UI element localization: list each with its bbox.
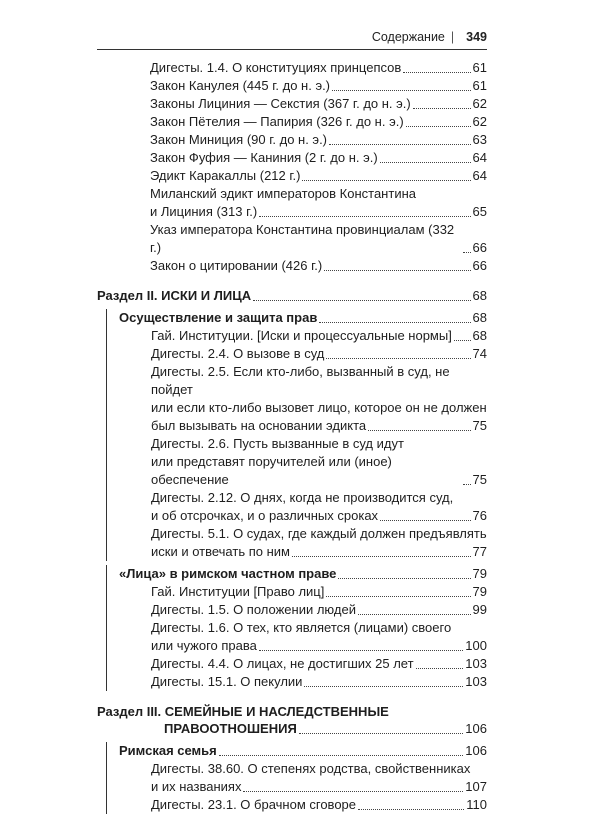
toc-entry[interactable]: Законы Лициния — Секстия (367 г. до н. э.) 62 bbox=[150, 96, 487, 111]
toc-entry-continuation[interactable]: или чужого права 100 bbox=[151, 638, 487, 653]
header-separator: | bbox=[450, 30, 455, 44]
toc-entry[interactable]: Дигесты. 1.6. О тех, кто является (лицами) своего bbox=[151, 620, 452, 635]
toc-entry[interactable]: Закон Фуфия — Каниния (2 г. до н. э.) 64 bbox=[150, 150, 487, 165]
toc-entry[interactable]: Дигесты. 5.1. О судах, где каждый должен предъявлять bbox=[151, 526, 487, 541]
toc-entry[interactable]: Указ императора Константина провинциалам (332 г.) 66 bbox=[150, 222, 487, 255]
subsection-block bbox=[106, 565, 487, 691]
running-header bbox=[372, 30, 487, 44]
toc-entry[interactable]: Дигесты. 4.4. О лицах, не достигших 25 лет 103 bbox=[151, 656, 487, 671]
toc-entry[interactable]: Миланский эдикт императоров Константина bbox=[150, 186, 416, 201]
section-label: Раздел II. bbox=[97, 288, 158, 303]
table-of-contents bbox=[0, 59, 600, 814]
toc-entry[interactable]: Дигесты. 1.5. О положении людей 99 bbox=[151, 602, 487, 617]
toc-entry[interactable]: Дигесты. 23.1. О брачном сговоре 110 bbox=[151, 797, 487, 812]
subsection-block bbox=[106, 309, 487, 561]
section-label: Раздел III. bbox=[97, 704, 162, 719]
toc-entry[interactable]: Закон о цитировании (426 г.) 66 bbox=[150, 258, 487, 273]
toc-entry-continuation: или если кто-либо вызовет лицо, которое он не должен bbox=[151, 400, 487, 415]
toc-entry-continuation[interactable]: и об отсрочках, и о различных сроках 76 bbox=[151, 508, 487, 523]
section-heading[interactable] bbox=[97, 703, 487, 720]
toc-entry[interactable]: Гай. Институции [Право лиц] 79 bbox=[151, 584, 487, 599]
section-title: СЕМЕЙНЫЕ И НАСЛЕДСТВЕННЫЕ bbox=[164, 704, 389, 719]
toc-entry-continuation[interactable]: или представят поручителей или (иное) обеспечение 75 bbox=[151, 454, 487, 487]
toc-entry[interactable]: Дигесты. 2.4. О вызове в суд 74 bbox=[151, 346, 487, 361]
section-heading-continuation[interactable]: ПРАВООТНОШЕНИЯ 106 bbox=[164, 721, 487, 736]
toc-entry[interactable]: Гай. Институции. [Иски и процессуальные нормы] 68 bbox=[151, 328, 487, 343]
toc-entry[interactable]: Дигесты. 2.6. Пусть вызванные в суд идут bbox=[151, 436, 404, 451]
toc-entry-continuation[interactable]: иски и отвечать по ним 77 bbox=[151, 544, 487, 559]
toc-entry[interactable]: Дигесты. 1.4. О конституциях принцепсов 61 bbox=[150, 60, 487, 75]
section-heading[interactable]: Раздел II. ИСКИ И ЛИЦА 68 bbox=[97, 288, 487, 303]
toc-entry[interactable]: Эдикт Каракаллы (212 г.) 64 bbox=[150, 168, 487, 183]
toc-entry[interactable]: Закон Миниция (90 г. до н. э.) 63 bbox=[150, 132, 487, 147]
toc-entry[interactable]: Дигесты. 38.60. О степенях родства, свойственниках bbox=[151, 761, 471, 776]
toc-entry-continuation[interactable]: и их названиях 107 bbox=[151, 779, 487, 794]
subsection-heading[interactable]: Осуществление и защита прав 68 bbox=[119, 310, 487, 325]
toc-entry[interactable]: Дигесты. 15.1. О пекулии 103 bbox=[151, 674, 487, 689]
section-title: ИСКИ И ЛИЦА bbox=[161, 288, 252, 303]
header-title: Содержание bbox=[371, 30, 445, 44]
subsection-block bbox=[106, 742, 487, 814]
toc-entry[interactable]: Закон Пётелия — Папирия (326 г. до н. э.) 62 bbox=[150, 114, 487, 129]
page-number: 349 bbox=[466, 30, 487, 44]
subsection-heading[interactable]: Римская семья 106 bbox=[119, 743, 487, 758]
toc-entry[interactable]: Дигесты. 2.5. Если кто-либо, вызванный в суд, не пойдет bbox=[151, 364, 450, 397]
subsection-heading[interactable]: «Лица» в римском частном праве 79 bbox=[119, 566, 487, 581]
header-rule bbox=[97, 49, 487, 50]
toc-entry-continuation[interactable]: был вызывать на основании эдикта 75 bbox=[151, 418, 487, 433]
toc-entry-continuation[interactable]: и Лициния (313 г.) 65 bbox=[150, 204, 487, 219]
toc-entry[interactable]: Дигесты. 2.12. О днях, когда не производится суд, bbox=[151, 490, 454, 505]
toc-entry[interactable]: Закон Канулея (445 г. до н. э.) 61 bbox=[150, 78, 487, 93]
